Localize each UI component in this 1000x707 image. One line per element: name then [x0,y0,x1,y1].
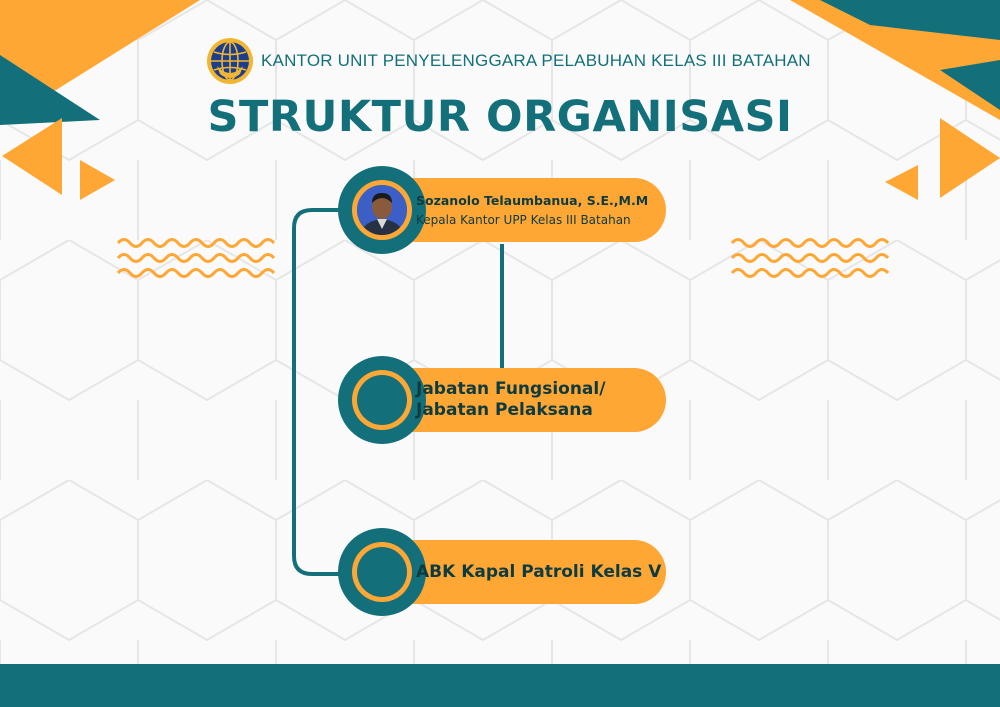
node-ring [338,356,426,444]
head-name: Sozanolo Telaumbanua, S.E.,M.M [416,193,649,208]
node-ring [338,166,426,254]
globe-ship-wheel-icon [205,36,255,86]
org-node-patrol-crew [338,528,668,616]
functional-label-line1: Jabatan Fungsional/ [416,379,606,399]
node-text [416,368,662,432]
node-ring [338,528,426,616]
head-role: Kepala Kantor UPP Kelas III Batahan [416,213,631,227]
org-node-functional [338,356,668,444]
office-name: KANTOR UNIT PENYELENGGARA PELABUHAN KELAS III BATAHAN [261,51,811,70]
page-title: STRUKTUR ORGANISASI [207,92,793,142]
node-disc [357,375,407,425]
functional-label-line2: Jabatan Pelaksana [416,400,593,420]
footer-band [0,664,1000,707]
person-photo-avatar [357,185,407,235]
node-disc [357,547,407,597]
node-text [416,178,662,242]
patrol-crew-label: ABK Kapal Patroli Kelas V [416,561,662,582]
org-node-head [338,166,668,254]
node-text [416,540,662,604]
header [205,36,811,86]
